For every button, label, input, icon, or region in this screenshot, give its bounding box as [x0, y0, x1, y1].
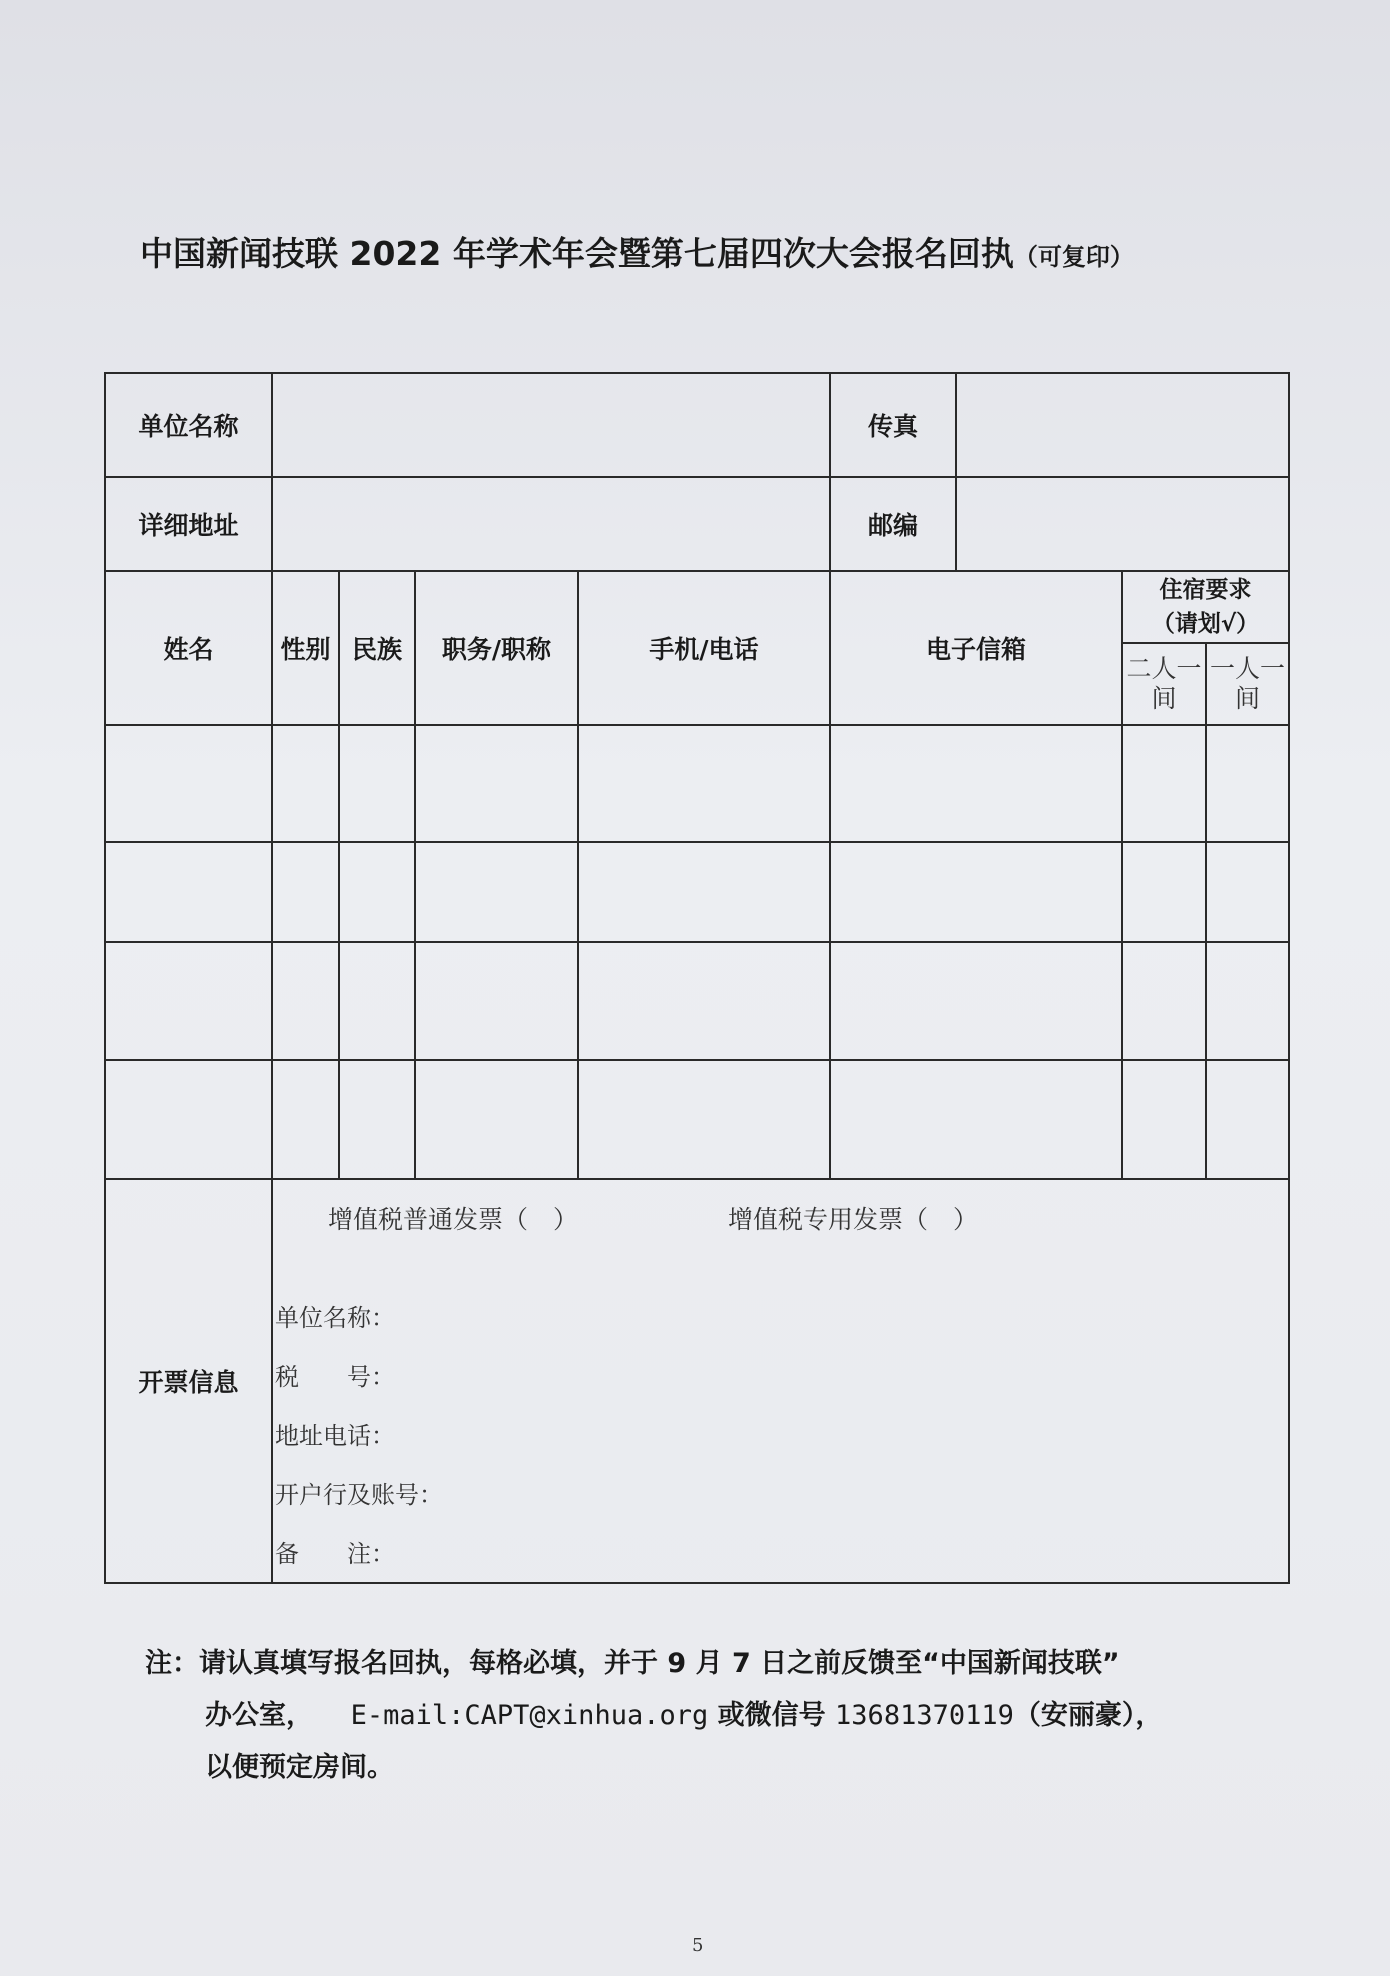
attendee-ethnicity-cell[interactable]: [339, 942, 415, 1060]
attendee-ethnicity-cell[interactable]: [339, 725, 415, 842]
attendee-row: [105, 1060, 1289, 1179]
invoice-field-bank-account[interactable]: 开户行及账号：: [275, 1481, 443, 1509]
attendee-row: [105, 942, 1289, 1060]
attendee-email-cell[interactable]: [830, 842, 1122, 942]
attendee-gender-cell[interactable]: [272, 942, 339, 1060]
attendee-phone-cell[interactable]: [578, 842, 830, 942]
lodging-label: 住宿要求: [1159, 577, 1252, 603]
attendee-name-cell[interactable]: [105, 725, 272, 842]
attendee-name-cell[interactable]: [105, 942, 272, 1060]
attendee-single-room-cell[interactable]: [1206, 942, 1289, 1060]
attendee-email-cell[interactable]: [830, 1060, 1122, 1179]
unit-name-field[interactable]: [272, 373, 830, 477]
invoice-option-normal[interactable]: 增值税普通发票（ ）: [328, 1205, 579, 1234]
attendee-gender-cell[interactable]: [272, 1060, 339, 1179]
fax-field[interactable]: [956, 373, 1289, 477]
attendee-position-cell[interactable]: [415, 725, 578, 842]
unit-row: [105, 373, 1289, 477]
col-email-header: 电子信箱: [830, 571, 1122, 725]
invoice-type-options: [328, 1200, 1128, 1236]
invoice-field-unit-name[interactable]: 单位名称：: [275, 1304, 395, 1332]
note-email[interactable]: E-mail:CAPT@xinhua.org: [350, 1700, 709, 1731]
note-line-3: 以便预定房间。: [205, 1752, 394, 1783]
col-name-header: 姓名: [105, 571, 272, 725]
invoice-field-address-phone[interactable]: 地址电话：: [275, 1422, 395, 1450]
invoice-option-special[interactable]: 增值税专用发票（ ）: [728, 1205, 979, 1234]
attendee-position-cell[interactable]: [415, 942, 578, 1060]
note-wechat-label: 或微信号: [717, 1700, 826, 1731]
address-field[interactable]: [272, 477, 830, 571]
unit-name-label: 单位名称: [105, 373, 272, 477]
attendee-email-cell[interactable]: [830, 725, 1122, 842]
attendee-double-room-cell[interactable]: [1122, 842, 1206, 942]
address-label: 详细地址: [105, 477, 272, 571]
form-title-suffix: （可复印）: [1013, 243, 1134, 271]
registration-form-table: [104, 372, 1290, 1584]
attendee-gender-cell[interactable]: [272, 725, 339, 842]
postcode-field[interactable]: [956, 477, 1289, 571]
attendee-double-room-cell[interactable]: [1122, 725, 1206, 842]
attendee-single-room-cell[interactable]: [1206, 842, 1289, 942]
attendee-email-cell[interactable]: [830, 942, 1122, 1060]
attendee-name-cell[interactable]: [105, 1060, 272, 1179]
attendee-name-cell[interactable]: [105, 842, 272, 942]
form-title: [140, 228, 1290, 275]
form-title-main: 中国新闻技联 2022 年学术年会暨第七届四次大会报名回执: [140, 234, 1014, 273]
invoice-fields: [275, 1298, 443, 1593]
invoice-label: 开票信息: [105, 1179, 272, 1583]
attendee-ethnicity-cell[interactable]: [339, 1060, 415, 1179]
attendee-row: [105, 725, 1289, 842]
attendee-ethnicity-cell[interactable]: [339, 842, 415, 942]
attendee-position-cell[interactable]: [415, 842, 578, 942]
fax-label: 传真: [830, 373, 956, 477]
attendee-phone-cell[interactable]: [578, 942, 830, 1060]
col-single-room-header: 一人一间: [1206, 643, 1289, 725]
invoice-row: [105, 1179, 1289, 1583]
lodging-hint: （请划√）: [1151, 611, 1260, 637]
invoice-field-tax-number[interactable]: 税 号：: [275, 1363, 395, 1391]
attendee-gender-cell[interactable]: [272, 842, 339, 942]
col-gender-header: 性别: [272, 571, 339, 725]
note-line-2: [145, 1690, 1305, 1742]
page-number: 5: [692, 1935, 704, 1956]
col-ethnicity-header: 民族: [339, 571, 415, 725]
note-section: [145, 1638, 1305, 1794]
attendee-single-room-cell[interactable]: [1206, 725, 1289, 842]
note-office: 办公室，: [205, 1700, 313, 1731]
attendee-phone-cell[interactable]: [578, 1060, 830, 1179]
note-line-1: 注：请认真填写报名回执，每格必填，并于 9 月 7 日之前反馈至“中国新闻技联”: [145, 1648, 1120, 1679]
col-double-room-header: 二人一间: [1122, 643, 1206, 725]
postcode-label: 邮编: [830, 477, 956, 571]
note-contact-name: （安丽豪），: [1013, 1700, 1163, 1731]
attendee-single-room-cell[interactable]: [1206, 1060, 1289, 1179]
col-position-header: 职务/职称: [415, 571, 578, 725]
invoice-field-remarks[interactable]: 备 注：: [275, 1540, 395, 1568]
attendee-double-room-cell[interactable]: [1122, 942, 1206, 1060]
address-row: [105, 477, 1289, 571]
attendee-position-cell[interactable]: [415, 1060, 578, 1179]
note-wechat-number: 13681370119: [835, 1700, 1014, 1731]
col-phone-header: 手机/电话: [578, 571, 830, 725]
col-lodging-header: [1122, 571, 1289, 643]
attendee-row: [105, 842, 1289, 942]
attendee-phone-cell[interactable]: [578, 725, 830, 842]
header-row-1: [105, 571, 1289, 643]
attendee-double-room-cell[interactable]: [1122, 1060, 1206, 1179]
invoice-info-cell: [272, 1179, 1289, 1583]
